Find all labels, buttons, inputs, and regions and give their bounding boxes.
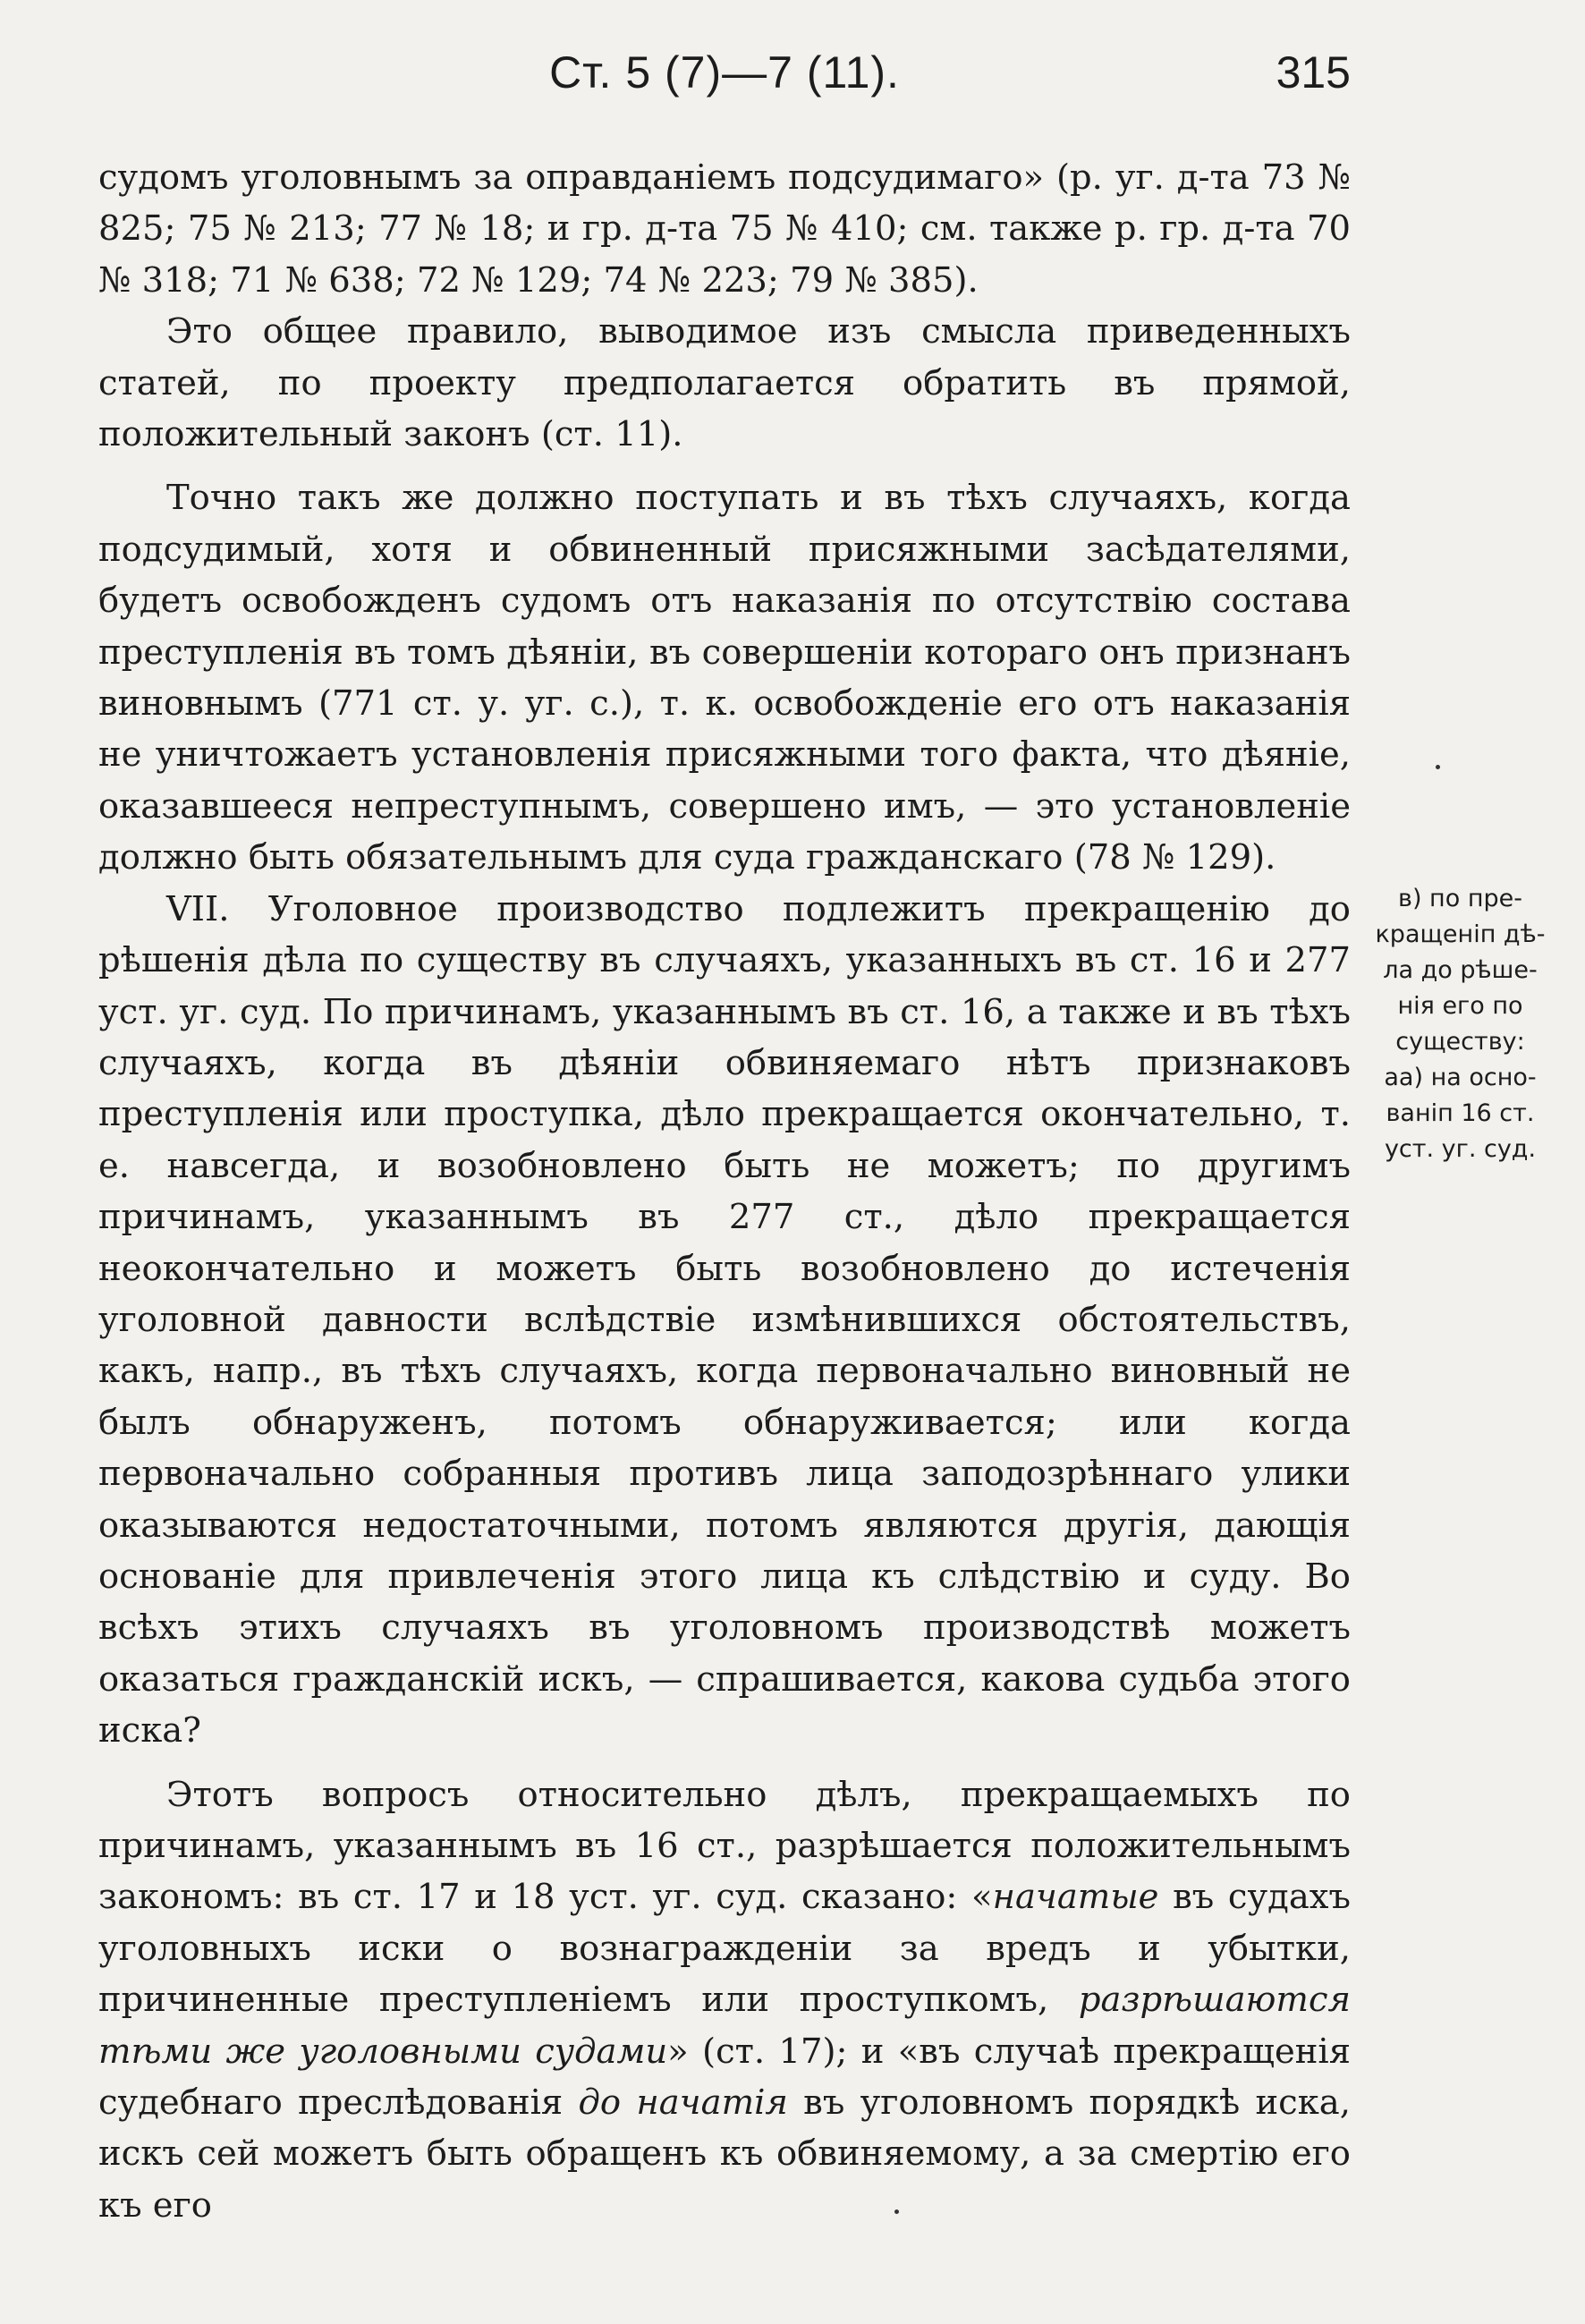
page-number: 315 xyxy=(1276,47,1351,98)
page-header xyxy=(98,47,1351,109)
paragraph-4: VII. Уголовное производство подлежитъ прекращенію до рѣшенія дѣла по существу въ случаяхъ, указанныхъ въ ст. 16 и 277 уст. уг. суд. По причинамъ, указаннымъ въ ст. 16, а также и въ тѣхъ случаяхъ, когда въ дѣяніи обвиняемаго нѣтъ признаковъ преступленія или проступка, дѣло прекращается окончательно, т. е. навсегда, и возобновлено быть не можетъ; по другимъ причинамъ, указаннымъ въ 277 ст., дѣло прекращается неокончательно и можетъ быть возобновлено до истеченія уголовной давности вслѣдствіе измѣнившихся обстоятельствъ, какъ, напр., въ тѣхъ случаяхъ, когда первоначально виновный не былъ обнаруженъ, потомъ обнаруживается; или когда первоначально собранныя противъ лица заподозрѣннаго улики оказываются недостаточными, потомъ являются другія, дающія основаніе для привлеченія этого лица къ слѣдствію и суду. Во всѣхъ этихъ случаяхъ въ уголовномъ производствѣ можетъ оказаться гражданскій искъ, — спрашивается, какова судьба этого иска? xyxy=(98,888,1351,1751)
paragraph-3: Точно такъ же должно поступать и въ тѣхъ случаяхъ, когда подсудимый, хотя и обвиненный присяжными засѣдателями, будетъ освобожденъ судомъ отъ наказанія по отсутствію состава преступленія въ томъ дѣяніи, въ совершеніи котораго онъ признанъ виновнымъ (771 ст. у. уг. с.), т. к. освобожденіе его отъ наказанія не уничтожаетъ установленія присяжными того факта, что дѣяніе, оказавшееся непреступнымъ, совершено имъ, — это установленіе должно быть обязательнымъ для суда гражданскаго (78 № 129). xyxy=(98,478,1351,878)
paragraph-2: Это общее правило, выводимое изъ смысла приведенныхъ статей, по проекту предполагается обратить въ прямой, положительный законъ (ст. 11). xyxy=(98,311,1351,455)
p5-italic-d: разрѣшаются тѣми же уголовными судами xyxy=(98,1980,1351,2072)
p5-text-a: Этотъ вопросъ относительно дѣлъ, прекращаемыхъ по причинамъ, указаннымъ въ 16 ст., разрѣшается положительнымъ закономъ: въ ст. 17 и 18 уст. уг. суд. сказано: « xyxy=(98,1774,1351,1918)
running-head: Ст. 5 (7)—7 (11). xyxy=(549,47,900,98)
speck-mark xyxy=(1436,765,1440,769)
margin-note-line: в) по пре- xyxy=(1398,885,1522,912)
p5-text-g: въ уголовномъ порядкѣ иска, искъ сей можетъ быть обращенъ къ обвиняемому, а за смертію его къ его xyxy=(98,2082,1351,2226)
margin-note-line: уст. уг. суд. xyxy=(1384,1135,1537,1163)
paragraph-5 xyxy=(98,1769,1351,2232)
margin-note-line: существу: xyxy=(1395,1028,1525,1056)
margin-note-line: кращеніп дѣ- xyxy=(1375,920,1546,948)
p5-italic-f: до начатія xyxy=(578,2082,788,2124)
body-text xyxy=(98,152,1351,2231)
margin-note xyxy=(1369,881,1552,1167)
speck-mark xyxy=(894,2209,899,2214)
p5-text-c: въ судахъ уголовныхъ иски о вознагражденіи за вредъ и убытки, причиненные преступленіемъ или проступкомъ, xyxy=(98,1877,1351,2021)
paragraph-1: судомъ уголовнымъ за оправданіемъ подсудимаго» (р. уг. д-та 73 № 825; 75 № 213; 77 № 18; и гр. д-та 75 № 410; см. также р. гр. д-та 70 № 318; 71 № 638; 72 № 129; 74 № 223; 79 № 385). xyxy=(98,157,1351,301)
margin-note-line: нія его по xyxy=(1397,992,1523,1020)
p5-italic-b: начатые xyxy=(992,1877,1159,1918)
margin-note-line: ваніп 16 ст. xyxy=(1386,1099,1535,1127)
margin-note-line: аа) на осно- xyxy=(1384,1064,1537,1091)
margin-note-line: ла до рѣше- xyxy=(1383,956,1538,984)
p5-text-e: » (ст. 17); и «въ случаѣ прекращенія судебнаго преслѣдованія xyxy=(98,2031,1351,2124)
